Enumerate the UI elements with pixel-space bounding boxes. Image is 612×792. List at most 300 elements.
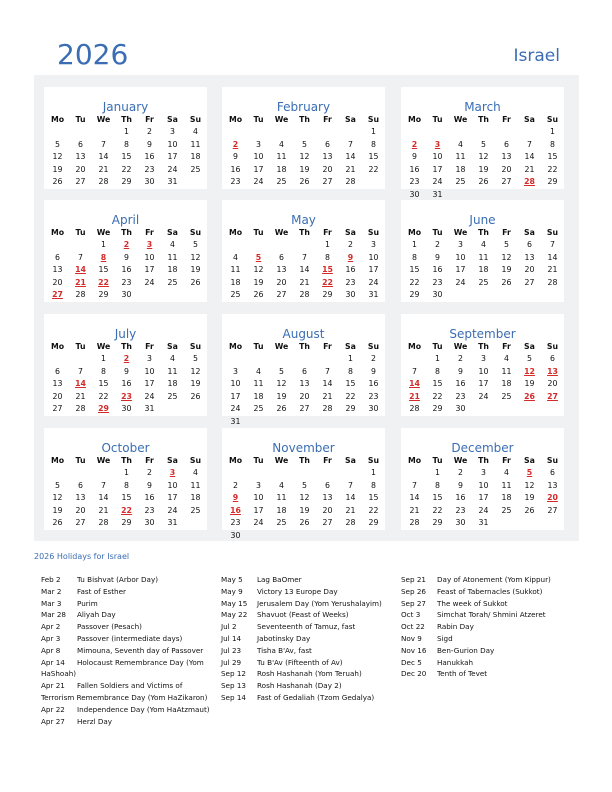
- weekday-label: Su: [367, 115, 380, 124]
- day-cell: 2: [435, 240, 440, 249]
- day-cell: 11: [501, 366, 512, 376]
- holiday-date: Sep 12: [221, 669, 246, 679]
- day-cell: 14: [547, 252, 558, 262]
- weekday-label: Su: [546, 228, 559, 237]
- day-cell: [161, 403, 184, 416]
- day-cell: 20: [501, 164, 512, 174]
- week-row: [401, 480, 564, 493]
- day-cell: 22: [121, 164, 132, 174]
- week-row: [401, 239, 564, 252]
- day-cell: 4: [504, 354, 509, 363]
- day-cell: 17: [253, 505, 264, 515]
- month-name: January: [102, 100, 149, 114]
- day-cell: [362, 416, 385, 429]
- day-cell: 16: [409, 164, 420, 174]
- day-cell: [495, 517, 518, 530]
- day-cell: 23: [368, 391, 379, 401]
- day-cell: [449, 126, 472, 139]
- weekday-label: Sa: [167, 115, 178, 124]
- holiday-name: Purim: [77, 598, 98, 608]
- week-row: [222, 176, 385, 189]
- day-cell: 4: [233, 252, 238, 262]
- day-cell: 29: [409, 290, 420, 299]
- day-cell: 11: [190, 139, 201, 149]
- day-cell: 28: [75, 290, 86, 299]
- day-cell: [362, 530, 385, 543]
- day-cell: 4: [193, 127, 198, 136]
- day-cell: 6: [550, 468, 555, 477]
- week-row: [401, 277, 564, 290]
- weekday-label: Su: [189, 342, 202, 351]
- day-cell: 6: [279, 252, 284, 262]
- weekday-label: Mo: [50, 456, 65, 465]
- day-cell: 19: [478, 164, 489, 174]
- day-cell: 27: [52, 404, 63, 413]
- day-cell: 22: [432, 391, 443, 401]
- day-cell: 23: [230, 518, 241, 527]
- week-row: [222, 366, 385, 379]
- day-cell: 14: [322, 379, 333, 388]
- day-cell: 3: [147, 354, 152, 363]
- day-cell: 21: [547, 265, 558, 274]
- weekday-header: [44, 455, 207, 467]
- day-cell: 15: [409, 265, 420, 274]
- week-row: [44, 517, 207, 530]
- holiday-date: Jul 29: [221, 657, 242, 667]
- week-row: [401, 378, 564, 391]
- day-cell: 5: [279, 366, 284, 376]
- holiday-name: Tisha B'Av, fast: [257, 645, 312, 655]
- holiday-date: Apr 22: [41, 704, 65, 714]
- day-cell: 5: [55, 139, 60, 149]
- day-cell: 8: [101, 366, 106, 376]
- holiday-date: Oct 22: [401, 622, 425, 632]
- holiday-item: [41, 621, 221, 633]
- holiday-name: Lag BaOmer: [257, 575, 302, 584]
- day-cell: 12: [501, 252, 512, 262]
- day-cell: 3: [481, 468, 486, 477]
- day-cell: 15: [368, 493, 379, 502]
- week-row: [222, 467, 385, 480]
- day-cell: 5: [527, 354, 532, 363]
- day-cell: [316, 530, 339, 543]
- week-row: [222, 378, 385, 391]
- week-row: [222, 353, 385, 366]
- week-row: [222, 480, 385, 493]
- week-row: [222, 264, 385, 277]
- day-cell: 12: [299, 152, 310, 161]
- holiday-date: Dec 5: [401, 657, 422, 667]
- day-cell: 7: [78, 252, 83, 262]
- day-cell: 30: [432, 290, 443, 299]
- day-cell: 15: [432, 493, 443, 502]
- holiday-item: [221, 586, 401, 598]
- holiday-date: Mar 28: [41, 610, 66, 620]
- day-cell: 25: [190, 164, 201, 174]
- day-cell: 2: [233, 480, 238, 490]
- day-cell: 14: [299, 265, 310, 274]
- month-block: [44, 428, 207, 530]
- day-cell: 19: [52, 505, 63, 515]
- day-cell: 8: [124, 480, 129, 490]
- day-cell: 10: [253, 152, 264, 161]
- month-block: [222, 200, 385, 302]
- day-cell: 24: [455, 277, 466, 287]
- day-cell: 4: [193, 468, 198, 477]
- weekday-label: We: [453, 456, 468, 465]
- weekday-label: Th: [478, 228, 489, 237]
- day-cell: [46, 467, 69, 480]
- day-cell: 20: [322, 505, 333, 515]
- day-cell: 27: [75, 177, 86, 186]
- day-cell: 29: [121, 177, 132, 186]
- day-cell: 6: [55, 252, 60, 262]
- day-cell: 22: [368, 505, 379, 515]
- day-cell: [161, 289, 184, 302]
- day-cell: 10: [455, 252, 466, 262]
- holiday-item: [221, 598, 401, 610]
- holiday-date: Dec 20: [401, 669, 427, 679]
- day-cell: 15: [98, 379, 109, 388]
- weekday-label: Su: [546, 115, 559, 124]
- holiday-date: Oct 3: [401, 610, 421, 620]
- holiday-name: Independence Day (Yom HaAtzmaut): [77, 704, 210, 714]
- day-cell: 3: [481, 354, 486, 363]
- holiday-item: [401, 609, 579, 621]
- day-cell: 16: [455, 493, 466, 502]
- holiday-name: Mimouna, Seventh day of Passover: [77, 645, 204, 655]
- day-cell: 7: [101, 480, 106, 490]
- day-cell: 12: [190, 366, 201, 376]
- holiday-name: Aliyah Day: [77, 610, 116, 620]
- weekday-label: We: [453, 115, 468, 124]
- weekday-label: Sa: [524, 115, 535, 124]
- weekday-label: Fr: [502, 228, 511, 237]
- day-cell: 11: [230, 265, 241, 274]
- day-cell: 13: [322, 493, 333, 502]
- day-cell: 10: [144, 252, 155, 262]
- holiday-item: [221, 692, 401, 704]
- day-cell: 3: [170, 127, 175, 136]
- day-cell: 26: [52, 518, 63, 527]
- day-cell: [495, 289, 518, 302]
- weekday-label: Mo: [407, 456, 422, 465]
- day-cell: 15: [368, 152, 379, 161]
- day-cell: 24: [253, 177, 264, 186]
- holiday-item: [401, 621, 579, 633]
- month-block: [222, 314, 385, 426]
- weekday-label: Mo: [228, 342, 243, 351]
- day-cell: 28: [98, 177, 109, 186]
- week-row: [222, 126, 385, 139]
- day-cell: 19: [524, 379, 535, 388]
- holiday-name: Feast of Tabernacles (Sukkot): [437, 586, 543, 596]
- holiday-name: Tu Bishvat (Arbor Day): [77, 575, 158, 584]
- holiday-day-cell: 22: [322, 277, 333, 287]
- weekday-label: Fr: [502, 115, 511, 124]
- day-cell: 23: [455, 505, 466, 515]
- day-cell: 1: [412, 240, 417, 249]
- holiday-day-cell: 3: [169, 468, 176, 477]
- day-cell: 8: [325, 252, 330, 262]
- holiday-date: Nov 16: [401, 645, 427, 655]
- day-cell: 17: [455, 265, 466, 274]
- day-cell: 6: [527, 240, 532, 249]
- day-cell: 11: [455, 152, 466, 161]
- month-block: [401, 314, 564, 416]
- holiday-name: Day of Atonement (Yom Kippur): [437, 575, 551, 584]
- day-cell: [518, 126, 541, 139]
- week-row: [44, 391, 207, 404]
- weekday-label: Tu: [75, 115, 86, 124]
- weekday-label: We: [453, 228, 468, 237]
- day-cell: 17: [253, 164, 264, 174]
- day-cell: 23: [432, 277, 443, 287]
- day-cell: 6: [78, 480, 83, 490]
- holiday-date: May 22: [221, 610, 248, 620]
- day-cell: [224, 353, 247, 366]
- week-row: [44, 126, 207, 139]
- holiday-item: [41, 680, 221, 692]
- day-cell: 25: [501, 505, 512, 515]
- day-cell: 13: [299, 379, 310, 388]
- weekday-label: Fr: [502, 342, 511, 351]
- day-cell: 9: [147, 480, 152, 490]
- day-cell: [293, 467, 316, 480]
- day-cell: 30: [230, 530, 241, 540]
- day-cell: 31: [432, 189, 443, 199]
- day-cell: 31: [230, 416, 241, 426]
- weekday-header: [44, 227, 207, 239]
- day-cell: 23: [230, 177, 241, 186]
- day-cell: 18: [501, 379, 512, 388]
- holiday-day-cell: 3: [434, 139, 441, 149]
- day-cell: 22: [368, 164, 379, 174]
- day-cell: [316, 126, 339, 139]
- day-cell: 20: [276, 277, 287, 287]
- month-name: July: [114, 327, 137, 341]
- weekday-label: Th: [478, 456, 489, 465]
- holiday-date: Sep 21: [401, 575, 426, 584]
- day-cell: [270, 239, 293, 252]
- holiday-day-cell: 16: [230, 505, 241, 515]
- day-cell: 10: [432, 152, 443, 161]
- day-cell: 10: [253, 493, 264, 502]
- holiday-item: [401, 586, 579, 598]
- holiday-item: [221, 657, 401, 669]
- day-cell: [247, 239, 270, 252]
- month-name: November: [272, 441, 335, 455]
- day-cell: 31: [167, 177, 178, 186]
- holiday-date: Feb 2: [41, 575, 61, 584]
- day-cell: 1: [101, 240, 106, 249]
- weekday-header: [44, 341, 207, 353]
- month-block: [401, 200, 564, 302]
- month-block: [222, 87, 385, 189]
- weekday-label: Mo: [50, 342, 65, 351]
- day-cell: [46, 126, 69, 139]
- day-cell: 30: [409, 189, 420, 199]
- day-cell: [184, 403, 207, 416]
- day-cell: 24: [478, 391, 489, 401]
- day-cell: 13: [75, 152, 86, 161]
- day-cell: 17: [368, 265, 379, 274]
- week-row: [44, 480, 207, 493]
- holiday-name: Victory 13 Europe Day: [257, 586, 338, 596]
- holiday-item: [401, 645, 579, 657]
- holiday-date: Jul 2: [221, 622, 237, 632]
- week-row: [222, 164, 385, 177]
- month-name: August: [282, 327, 325, 341]
- day-cell: [472, 289, 495, 302]
- weekday-label: Mo: [228, 456, 243, 465]
- holiday-item: [41, 716, 221, 728]
- weekday-label: We: [274, 342, 289, 351]
- day-cell: 24: [230, 404, 241, 413]
- day-cell: 13: [322, 152, 333, 161]
- month-block: [401, 87, 564, 199]
- day-cell: 24: [167, 164, 178, 174]
- day-cell: 3: [256, 139, 261, 149]
- day-cell: 20: [524, 265, 535, 274]
- weekday-header: [222, 341, 385, 353]
- day-cell: 9: [147, 139, 152, 149]
- week-row: [401, 467, 564, 480]
- day-cell: 19: [524, 493, 535, 502]
- holiday-name: Passover (Pesach): [77, 622, 142, 632]
- week-row: [222, 530, 385, 543]
- day-cell: 24: [144, 277, 155, 287]
- day-cell: [293, 239, 316, 252]
- day-cell: 8: [550, 139, 555, 149]
- holiday-day-cell: 2: [123, 240, 130, 249]
- day-cell: 4: [279, 139, 284, 149]
- weekday-label: Fr: [323, 115, 332, 124]
- day-cell: 7: [412, 480, 417, 490]
- weekday-label: Tu: [432, 342, 443, 351]
- day-cell: 18: [478, 265, 489, 274]
- day-cell: 26: [190, 391, 201, 401]
- day-cell: 8: [435, 480, 440, 490]
- day-cell: 25: [276, 518, 287, 527]
- week-row: [401, 289, 564, 302]
- day-cell: 10: [478, 366, 489, 376]
- day-cell: 8: [371, 139, 376, 149]
- day-cell: 7: [302, 252, 307, 262]
- holiday-name: Hanukkah: [437, 657, 474, 667]
- month-block: [44, 87, 207, 189]
- day-cell: 7: [412, 366, 417, 376]
- weekday-label: Th: [478, 342, 489, 351]
- day-cell: 19: [299, 164, 310, 174]
- holiday-day-cell: 28: [524, 177, 535, 186]
- week-row: [401, 252, 564, 265]
- day-cell: 29: [547, 177, 558, 186]
- holiday-date: Sep 13: [221, 681, 246, 691]
- holiday-date: Apr 14: [41, 657, 65, 667]
- day-cell: 13: [276, 265, 287, 274]
- weekday-label: Fr: [323, 342, 332, 351]
- weekday-header: [401, 341, 564, 353]
- day-cell: 18: [190, 493, 201, 502]
- day-cell: 7: [78, 366, 83, 376]
- day-cell: [339, 530, 362, 543]
- holiday-date: May 5: [221, 575, 243, 584]
- day-cell: 28: [547, 277, 558, 287]
- weekday-header: [222, 114, 385, 126]
- weekday-label: Mo: [50, 228, 65, 237]
- week-row: [401, 366, 564, 379]
- holiday-day-cell: 9: [347, 252, 354, 262]
- weekday-label: Tu: [75, 342, 86, 351]
- day-cell: 12: [52, 493, 63, 502]
- day-cell: [339, 467, 362, 480]
- day-cell: [224, 239, 247, 252]
- holiday-day-cell: 5: [255, 252, 262, 262]
- day-cell: 15: [547, 152, 558, 161]
- day-cell: 9: [458, 480, 463, 490]
- holiday-column: [221, 574, 401, 704]
- day-cell: 12: [190, 252, 201, 262]
- day-cell: 28: [409, 404, 420, 413]
- week-row: [44, 289, 207, 302]
- weekday-header: [401, 114, 564, 126]
- day-cell: 21: [409, 505, 420, 515]
- week-row: [44, 378, 207, 391]
- day-cell: [403, 126, 426, 139]
- day-cell: [270, 126, 293, 139]
- day-cell: 20: [75, 505, 86, 515]
- weekday-label: Tu: [75, 228, 86, 237]
- day-cell: 25: [167, 277, 178, 287]
- holiday-column: [41, 574, 221, 727]
- day-cell: 28: [299, 290, 310, 299]
- day-cell: [224, 467, 247, 480]
- holiday-day-cell: 13: [547, 366, 558, 376]
- day-cell: [247, 530, 270, 543]
- month-name: February: [276, 100, 331, 114]
- day-cell: 26: [299, 518, 310, 527]
- weekday-label: Tu: [253, 115, 264, 124]
- day-cell: 22: [345, 391, 356, 401]
- weekday-header: [401, 227, 564, 239]
- day-cell: 10: [478, 480, 489, 490]
- day-cell: 17: [167, 152, 178, 161]
- day-cell: 2: [458, 468, 463, 477]
- day-cell: 1: [435, 468, 440, 477]
- day-cell: 24: [368, 277, 379, 287]
- day-cell: 11: [190, 480, 201, 490]
- day-cell: 20: [52, 391, 63, 401]
- week-row: [401, 126, 564, 139]
- week-row: [222, 151, 385, 164]
- day-cell: [270, 467, 293, 480]
- day-cell: 12: [478, 152, 489, 161]
- day-cell: 1: [550, 127, 555, 136]
- day-cell: 20: [547, 379, 558, 388]
- weekday-label: Sa: [167, 228, 178, 237]
- week-row: [222, 391, 385, 404]
- day-cell: [541, 289, 564, 302]
- weekday-label: Th: [299, 342, 310, 351]
- day-cell: [92, 467, 115, 480]
- week-row: [222, 139, 385, 152]
- day-cell: [541, 517, 564, 530]
- day-cell: [316, 467, 339, 480]
- weekday-label: Tu: [432, 456, 443, 465]
- day-cell: 22: [98, 391, 109, 401]
- day-cell: 29: [345, 404, 356, 413]
